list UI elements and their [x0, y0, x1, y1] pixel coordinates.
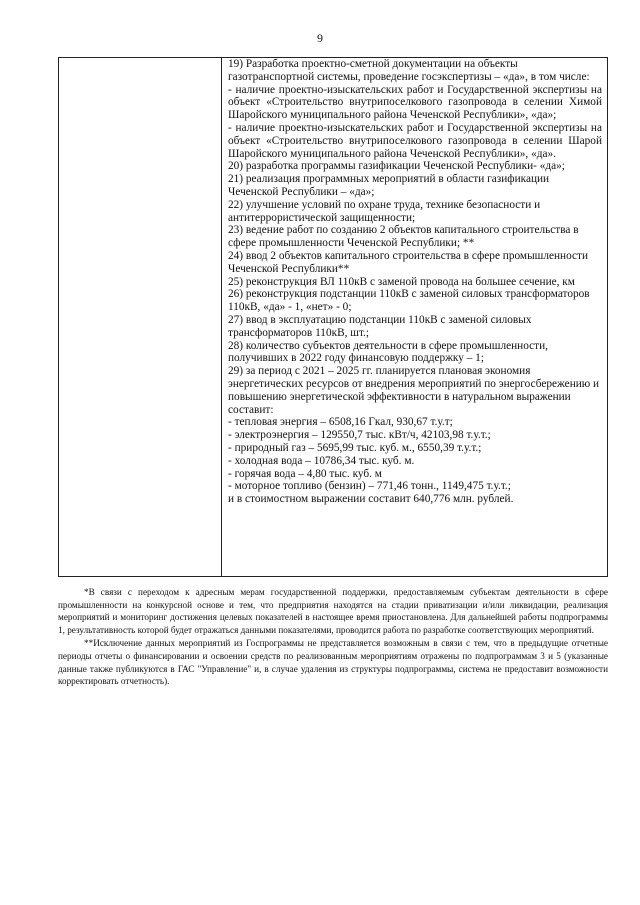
indicators-table — [58, 57, 608, 577]
saving-cold-water: - холодная вода – 10786,34 тыс. куб. м. — [228, 454, 415, 467]
saving-hot-water: - горячая вода – 4,80 тыс. куб. м — [228, 467, 382, 480]
item-23: 23) ведение работ по созданию 2 объектов капитального строительства в сфере промышленности Чеченской Республики; ** — [228, 224, 579, 250]
item-20: 20) разработка программы газификации Чеченской Республики- «да»; — [228, 160, 565, 173]
saving-motor-fuel: - моторное топливо (бензин) – 771,46 тонн., 1149,475 т.у.т.; — [228, 480, 511, 493]
table-left-column — [59, 58, 222, 576]
footnotes — [58, 586, 608, 689]
saving-heat: - тепловая энергия – 6508,16 Гкал, 930,67 т.у.т; — [228, 416, 453, 429]
item-21: 21) реализация программных мероприятий в области газификации Чеченской Республики – «да»; — [228, 173, 550, 198]
table-right-column — [223, 58, 607, 576]
item-19: 19) Разработка проектно-сметной документации на объекты газотранспортной системы, проведение госэкспертизы – «да», в том числе: — [228, 58, 590, 83]
saving-electricity: - электроэнергия – 129550,7 тыс. кВт/ч, 42103,98 т.у.т.; — [228, 429, 491, 442]
page-number: 9 — [317, 31, 323, 45]
item-28: 28) количество субъектов деятельности в сфере промышленности, получивших в 2022 году финансовую поддержку – 1; — [228, 339, 548, 365]
item-25: 25) реконструкция ВЛ 110кВ с заменой провода на большее сечение, км — [228, 275, 575, 288]
item-29: 29) за период с 2021 – 2025 гг. планируется плановая экономия энергетических ресурсов от внедрения мероприятий по энергосбережению и повышению энергетической эффективности в натуральном выражении составит: — [228, 365, 600, 416]
footnote-double-star: **Исключение данных мероприятий из Госпрограммы не представляется возможным в связи с тем, что в предыдущие отчетные периоды отчеты о финансировании и освоении средств по реализованным мероприятиям отражены по подпрограммам 3 и 5 (указанные данные также публикуются в ГАС "Управление" и, в случае удаления из структуры подпрограммы, система не предоставит возможности корректировать отчетность). — [58, 638, 608, 687]
saving-gas: - природный газ – 5695,99 тыс. куб. м., 6550,39 т.у.т.; — [228, 441, 482, 454]
item-22: 22) улучшение условий по охране труда, технике безопасности и антитеррористической защищенности; — [228, 198, 541, 224]
saving-total-cost: и в стоимостном выражении составит 640,776 млн. рублей. — [228, 493, 514, 506]
item-26: 26) реконструкция подстанции 110кВ с заменой силовых трансформаторов 110кВ, «да» - 1, «нет» - 0; — [228, 288, 590, 314]
item-19-sub-1: - наличие проектно-изыскательских работ и Государственной экспертизы на объект «Строительство внутрипоселкового газопровода в селении Химой Шаройского муниципального района Чеченской Республики», «да»; — [228, 83, 602, 122]
item-24: 24) ввод 2 объектов капитального строительства в сфере промышленности Чеченской Республики** — [228, 249, 589, 275]
footnote-single-star: *В связи с переходом к адресным мерам государственной поддержки, предоставляемым субъектам деятельности в сфере промышленности на конкурсной основе и тем, что предприятия находятся на стадии приватизации и/или ликвидации, реализация мероприятий и мониторинг достижения целевых показателей в настоящее время приостановлена. Для дальнейшей работы подпрограммы 1, результативность которой будет отражаться данными показателями, проводится работа по разработке соответствующих мероприятий. — [58, 587, 608, 635]
item-27: 27) ввод в эксплуатацию подстанции 110кВ с заменой силовых трансформаторов 110кВ, шт.; — [228, 313, 532, 339]
item-19-sub-2: - наличие проектно-изыскательских работ и Государственной экспертизы на объект «Строительство внутрипоселкового газопровода в селении Шарой Шаройского муниципального района Чеченской Республики», «да». — [228, 121, 602, 160]
